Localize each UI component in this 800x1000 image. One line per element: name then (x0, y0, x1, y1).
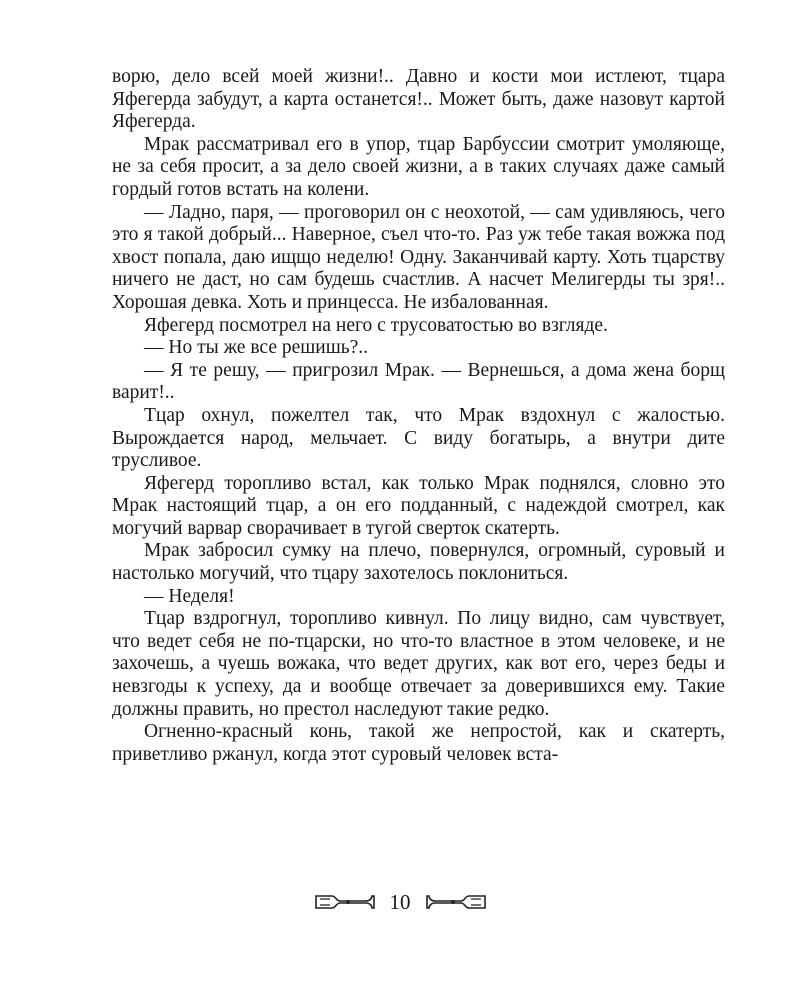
paragraph-8: Яфегерд торопливо встал, как только Мрак поднялся, словно это Мрак настоящий тцар, а он его подданный, с надеждой смотрел, как могучий варвар сворачивает в тугой сверток скатерть. (112, 472, 725, 539)
paragraph-6: — Я те решу, — пригрозил Мрак. — Вернешься, а дома жена борщ варит!.. (112, 359, 725, 404)
paragraph-11: Тцар вздрогнул, торопливо кивнул. По лицу видно, сам чувствует, что ведет себя не по-тцарски, но что-то властное в этом человеке, и не захочешь, а чуешь вожака, что ведет других, как вот его, через беды и невзгоды к успеху, да и вообще отвечает за доверившихся ему. Такие должны править, но престол наследуют такие редко. (112, 608, 725, 720)
paragraph-5: — Но ты же все решишь?.. (144, 337, 369, 359)
paragraph-2: Мрак рассматривал его в упор, тцар Барбуссии смотрит умоляюще, не за себя просит, а за дело своей жизни, а в таких случаях даже самый гордый готов встать на колени. (112, 133, 725, 200)
paragraph-1: ворю, дело всей моей жизни!.. Давно и кости мои истлеют, тцара Яфегерда забудут, а карта останется!.. Может быть, даже назовут картой Яфегерда. (112, 66, 725, 133)
paragraph-3: — Ладно, паря, — проговорил он с неохотой, — сам удивляюсь, чего это я такой добрый... Наверное, съел что-то. Раз уж тебе такая вожжа под хвост попала, даю ищщо неделю! Одну. Заканчивай карту. Хоть тцарству ничего не даст, но сам будешь счастлив. А насчет Мелигерды ты зря!.. Хорошая девка. Хоть и принцесса. Не избалованная. (112, 201, 725, 313)
scroll-ornament-left-icon (314, 892, 376, 912)
page-number: 10 (389, 889, 411, 914)
scroll-ornament-right-icon (425, 892, 487, 912)
paragraph-12: Огненно-красный конь, такой же непростой, как и скатерть, приветливо ржанул, когда этот суровый человек вста- (112, 721, 725, 765)
paragraph-9: Мрак забросил сумку на плечо, повернулся, огромный, суровый и настолько могучий, что тцару захотелось поклониться. (112, 540, 725, 585)
page-body (112, 66, 725, 766)
paragraph-4: Яфегерд посмотрел на него с трусоватостью во взгляде. (144, 314, 608, 336)
paragraph-7: Тцар охнул, пожелтел так, что Мрак вздохнул с жалостью. Вырождается народ, мельчает. С виду богатырь, а внутри дите трусливое. (112, 404, 725, 472)
paragraph-10: — Неделя! (144, 585, 235, 607)
page-footer (0, 887, 800, 917)
